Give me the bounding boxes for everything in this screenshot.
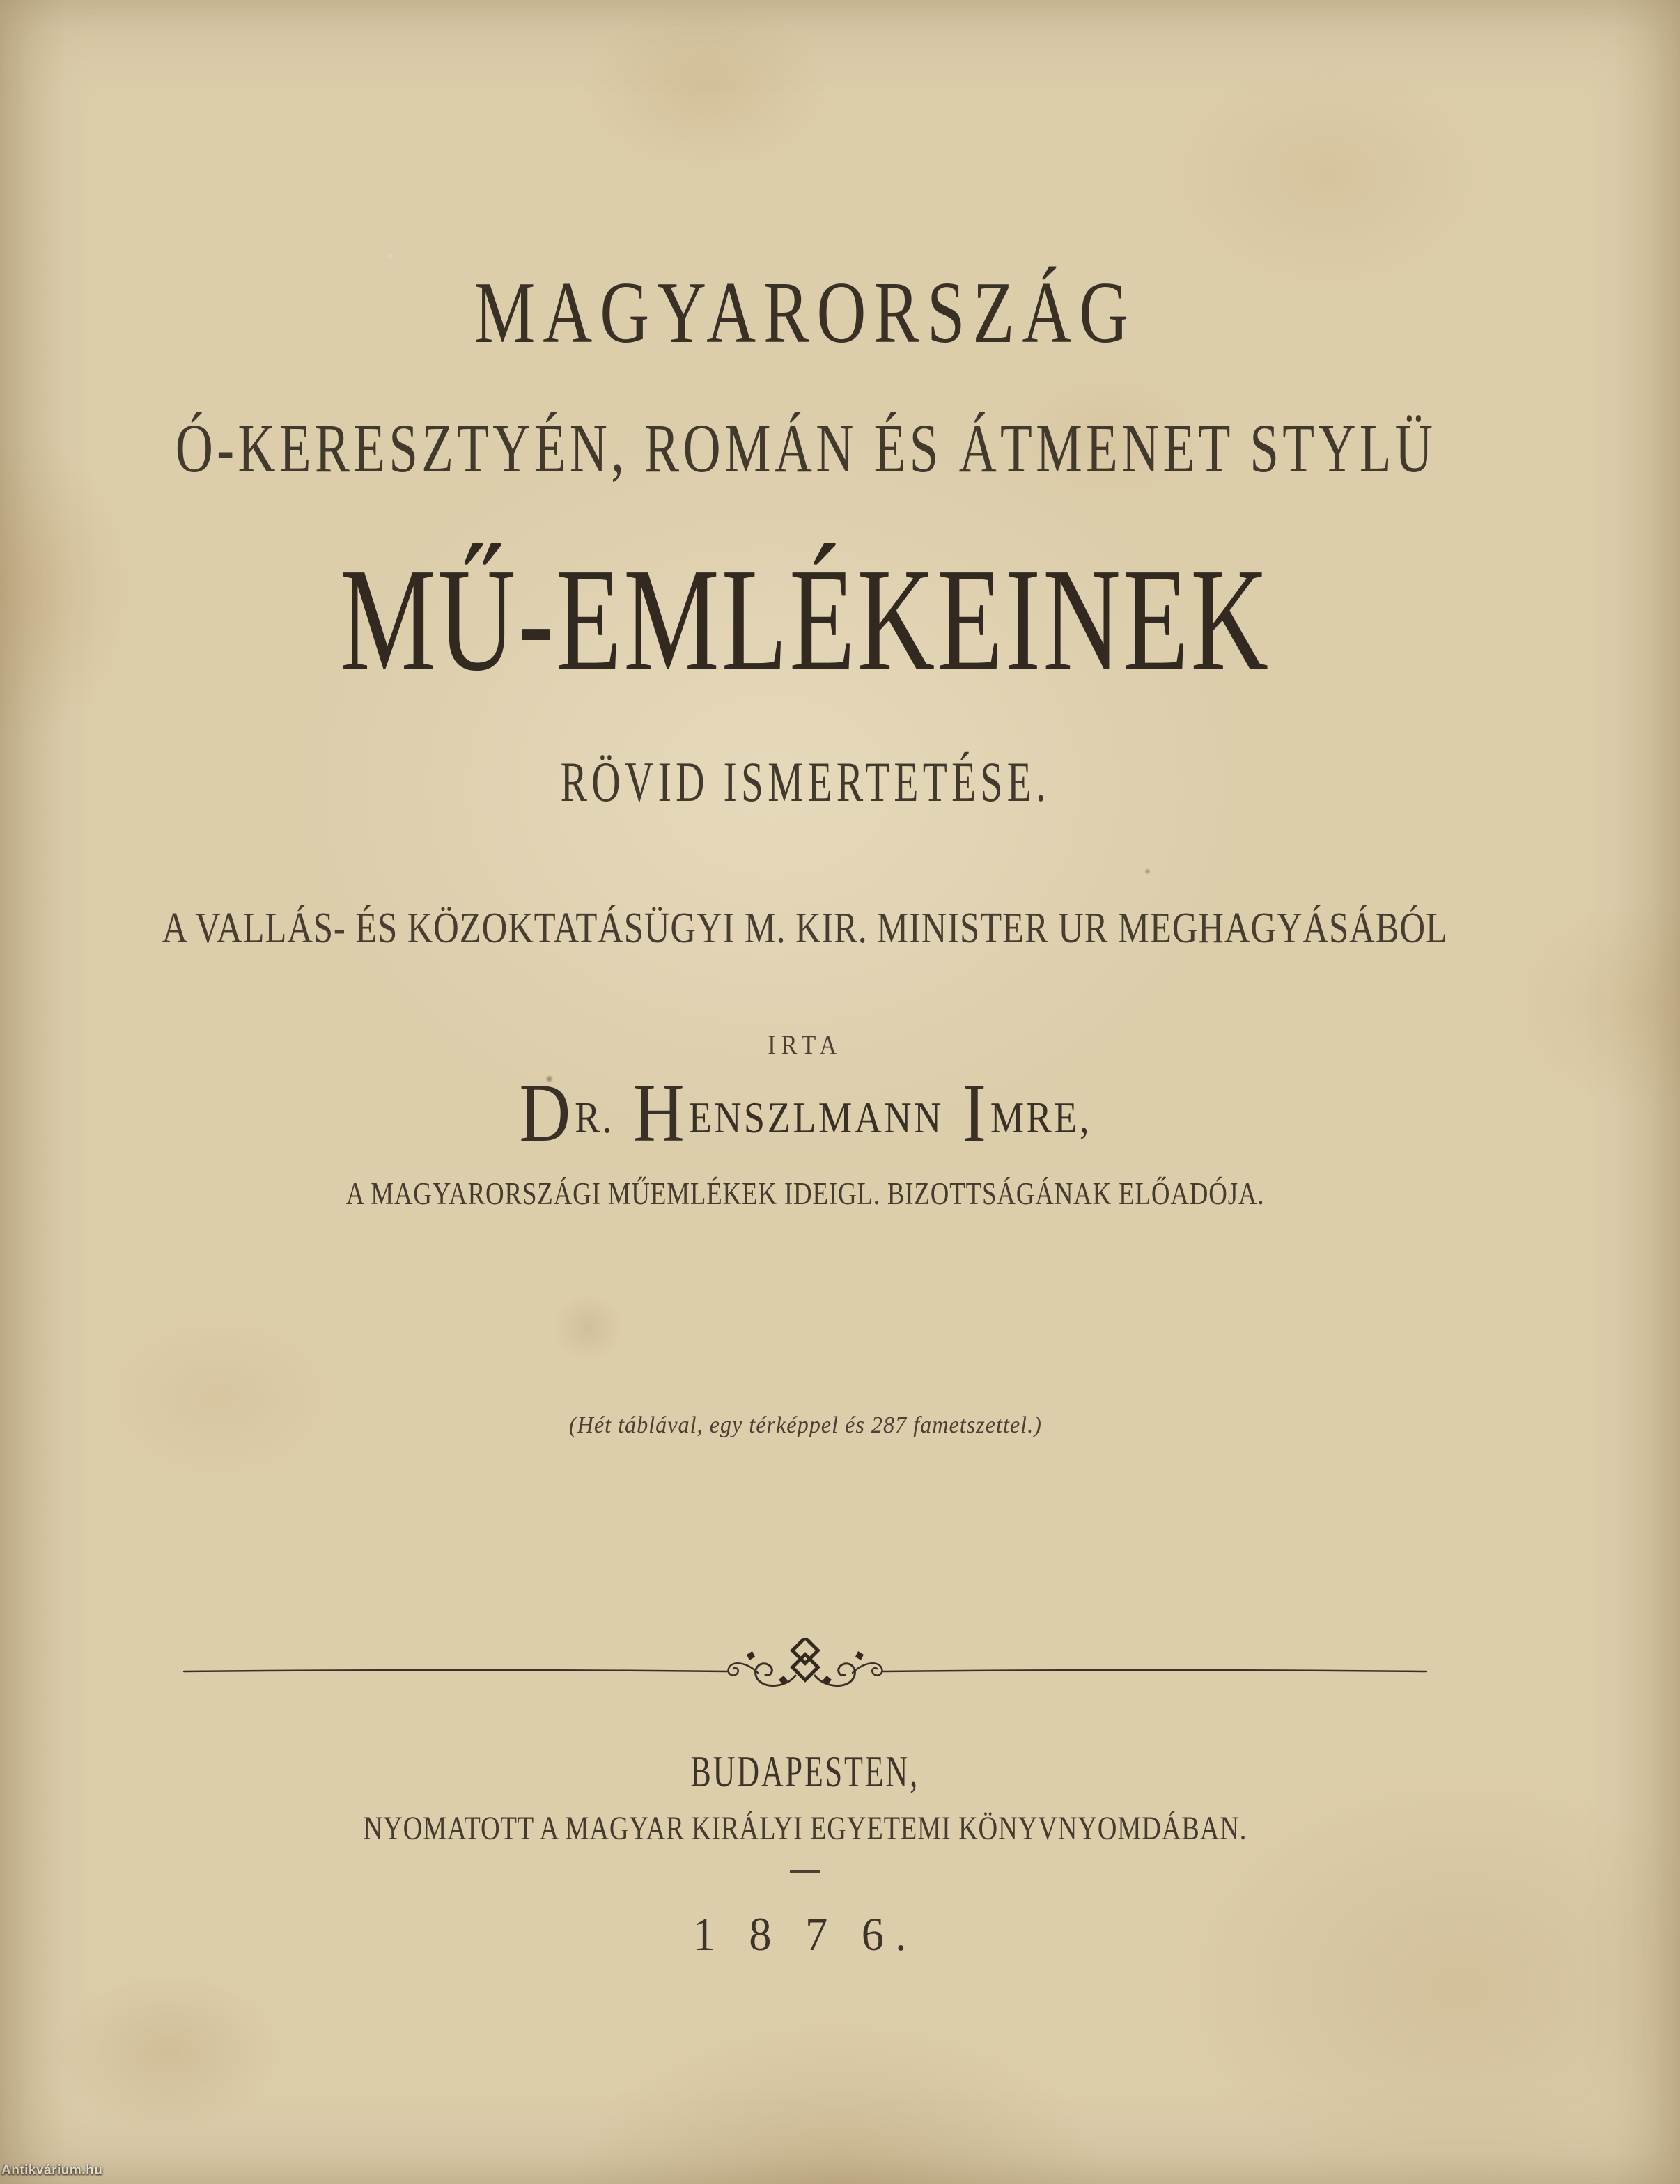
title-subtitle-line xyxy=(0,408,1645,488)
divider-left-scroll xyxy=(729,1651,795,1686)
author-role-line xyxy=(0,1176,1645,1212)
byline-label-line xyxy=(0,1029,1645,1061)
author-line xyxy=(0,1066,1645,1159)
title-tagline: RÖVID ISMERTETÉSE. xyxy=(560,750,1050,813)
antikvarium-watermark: Antikvárium.hu xyxy=(1,2163,103,2178)
imprint-separator-line xyxy=(0,1864,1645,1876)
imprint-city-line xyxy=(0,1747,1645,1797)
title-tagline-line xyxy=(0,749,1645,815)
ornamental-divider xyxy=(0,1638,1645,1701)
imprint-city: BUDAPESTEN, xyxy=(690,1747,920,1796)
title-country-line xyxy=(0,263,1645,364)
divider-center-ornament xyxy=(729,1638,882,1686)
author-name: DR. HENSZLMANN IMRE, xyxy=(519,1066,1091,1159)
contents-note: (Hét táblával, egy térképpel és 287 fametszettel.) xyxy=(568,1412,1042,1438)
title-subtitle: Ó-KERESZTYÉN, ROMÁN ÉS ÁTMENET STYLÜ xyxy=(175,410,1437,487)
byline-label: IRTA xyxy=(768,1030,843,1060)
title-main-line xyxy=(0,535,1645,705)
imprint-printer-line xyxy=(0,1809,1645,1848)
imprint-printer: NYOMATOTT A MAGYAR KIRÁLYI EGYETEMI KÖNYVNYOMDÁBAN. xyxy=(363,1810,1247,1847)
commission-text: A VALLÁS- ÉS KÖZOKTATÁSÜGYI M. KIR. MINISTER UR MEGHAGYÁSÁBÓL xyxy=(162,905,1449,952)
divider-right-scroll xyxy=(815,1651,882,1686)
commission-line xyxy=(0,904,1645,953)
title-country: MAGYARORSZÁG xyxy=(474,265,1137,361)
imprint-year: 1 8 7 6. xyxy=(692,1908,918,1960)
imprint-dash xyxy=(790,1870,820,1873)
divider-ornament-graphic xyxy=(178,1638,1432,1701)
title-main: MŰ-EMLÉKEINEK xyxy=(340,538,1270,701)
contents-note-line xyxy=(0,1412,1645,1439)
author-role: A MAGYARORSZÁGI MŰEMLÉKEK IDEIGL. BIZOTTSÁGÁNAK ELŐADÓJA. xyxy=(345,1176,1265,1211)
imprint-year-line xyxy=(0,1907,1645,1962)
